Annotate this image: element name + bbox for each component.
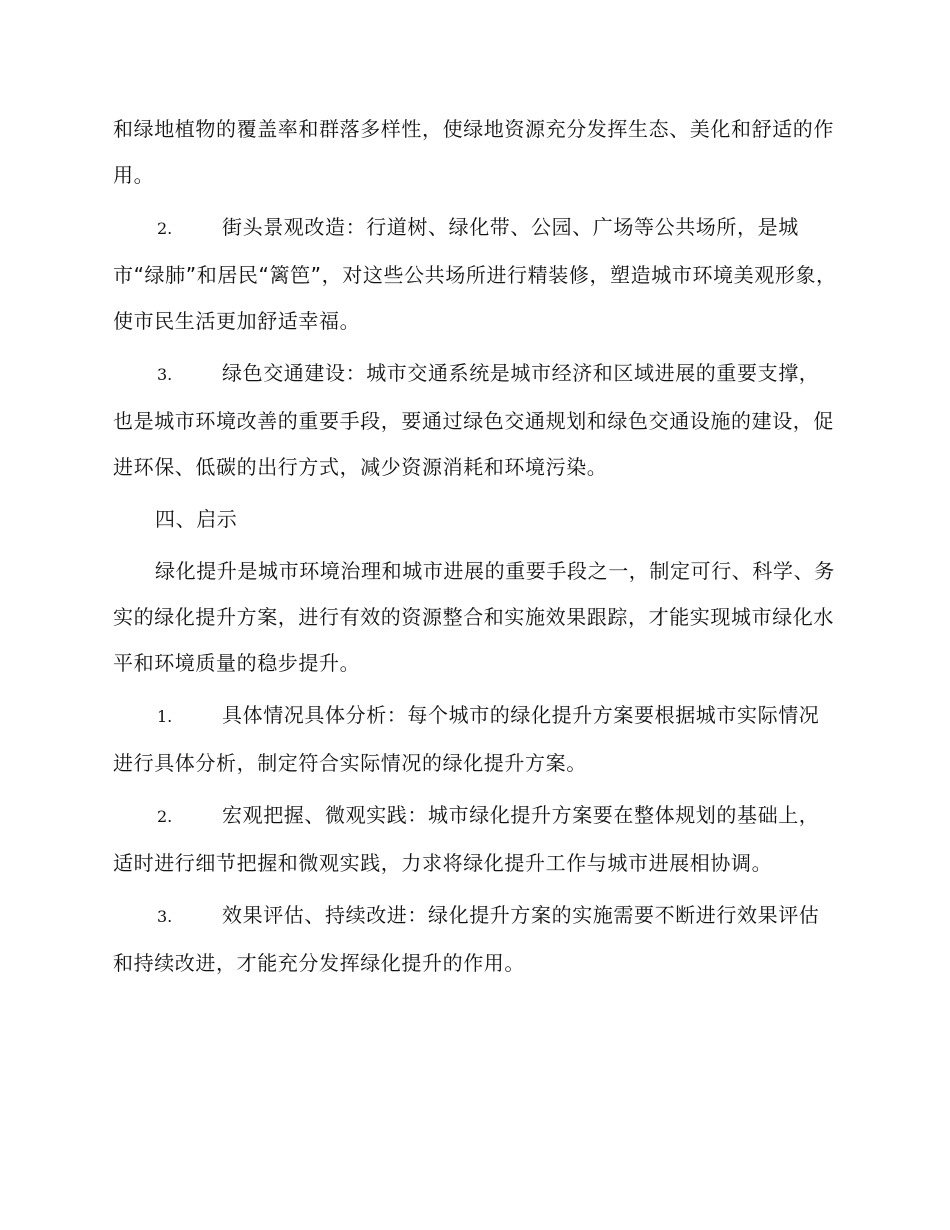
list-item [113, 350, 837, 490]
section-heading: 四、启示 [155, 507, 238, 531]
list-item-text: 街头景观改造：行道树、绿化带、公园、广场等公共场所，是城市“绿肺”和居民“篱笆”，对这些公共场所进行精装修，塑造城市环境美观形象，使市民生活更加舒适幸福。 [113, 215, 837, 333]
list-item-number: 2. [157, 807, 173, 826]
list-item-text: 具体情况具体分析：每个城市的绿化提升方案要根据城市实际情况进行具体分析，制定符合实际情况的绿化提升方案。 [113, 703, 820, 775]
list-item-number: 3. [157, 907, 173, 926]
document-body [113, 106, 837, 992]
continuation-paragraph: 和绿地植物的覆盖率和群落多样性，使绿地资源充分发挥生态、美化和舒适的作用。 [113, 117, 834, 187]
list-item-text: 宏观把握、微观实践：城市绿化提升方案要在整体规划的基础上，适时进行细节把握和微观实践，力求将绿化提升工作与城市进展相协调。 [113, 803, 820, 875]
section-paragraph: 绿化提升是城市环境治理和城市进展的重要手段之一，制定可行、科学、务实的绿化提升方案，进行有效的资源整合和实施效果跟踪，才能实现城市绿化水平和环境质量的稳步提升。 [113, 559, 835, 675]
list-item-number: 2. [157, 219, 173, 238]
list-item-text: 绿色交通建设：城市交通系统是城市经济和区域进展的重要支撑，也是城市环境改善的重要手段，要通过绿色交通规划和绿色交通设施的建设，促进环保、低碳的出行方式，减少资源消耗和环境污染。 [113, 361, 834, 479]
list-item [113, 792, 837, 886]
list-item-text: 效果评估、持续改进：绿化提升方案的实施需要不断进行效果评估和持续改进，才能充分发挥绿化提升的作用。 [113, 903, 820, 975]
list-item-number: 1. [157, 707, 173, 726]
list-item [113, 892, 837, 986]
list-item [113, 204, 837, 344]
list-item-number: 3. [157, 365, 173, 384]
list-item [113, 692, 837, 786]
